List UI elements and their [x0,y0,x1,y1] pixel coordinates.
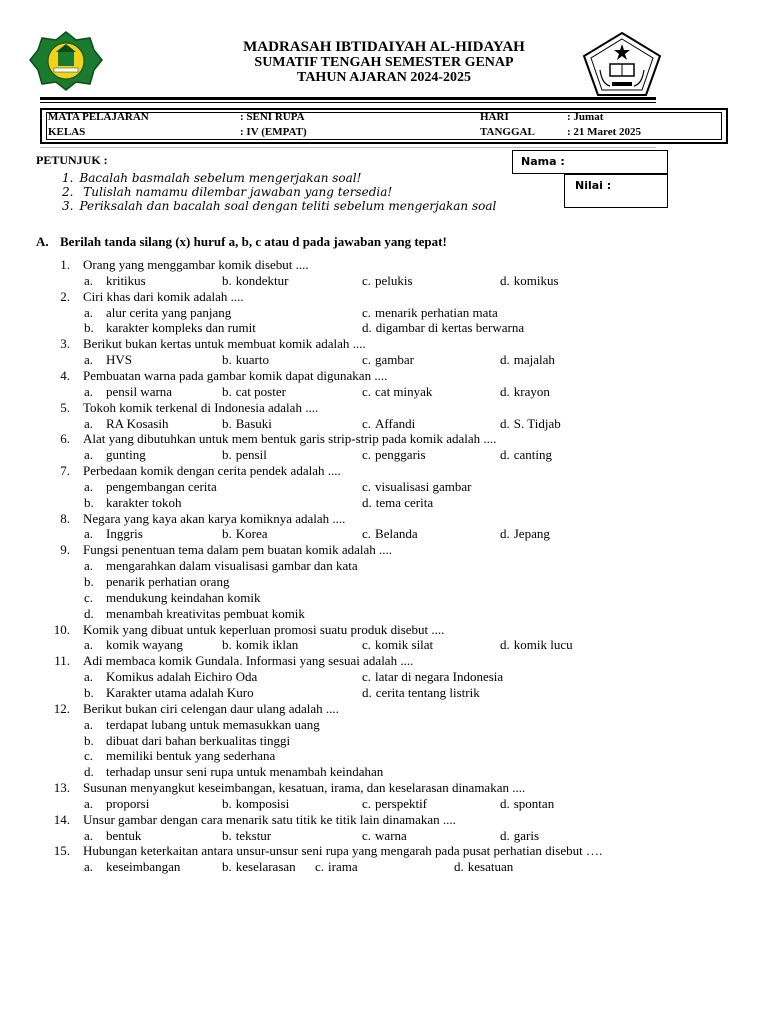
question-number: 5. [60,399,70,415]
option-key: b. [84,320,94,336]
option-text: cat minyak [375,383,433,399]
option-key: a. [84,526,94,542]
answer-option[interactable] [500,797,554,810]
answer-option[interactable] [84,638,183,651]
answer-option[interactable] [84,559,358,572]
answer-option[interactable] [362,480,471,493]
answer-option[interactable] [362,496,433,509]
answer-option[interactable] [362,385,432,398]
option-text: kondektur [235,272,289,288]
instructions-title: PETUNJUK : [36,153,108,167]
answer-option[interactable] [362,274,413,287]
option-text: menambah kreativitas pembuat komik [106,605,305,621]
option-key: d. [84,605,94,621]
question-text: Adi membaca komik Gundala. Informasi yang sesuai adalah .... [83,653,414,669]
option-key: b. [222,526,232,542]
answer-option[interactable] [84,734,290,747]
option-text: warna [375,827,407,843]
option-text: terdapat lubang untuk memasukkan uang [106,716,320,732]
option-text: tema cerita [375,494,434,510]
option-key: a. [84,716,94,732]
option-text: pensil [235,447,267,463]
option-key: a. [84,415,94,431]
option-key: c. [362,795,372,811]
answer-option[interactable] [362,686,480,699]
answer-option[interactable] [84,860,180,873]
name-label: Nama : [521,155,565,168]
option-text: Karakter utama adalah Kuro [106,684,254,700]
answer-option[interactable] [222,448,267,461]
answer-option[interactable] [84,385,172,398]
answer-option[interactable] [84,591,261,604]
academic-year: TAHUN AJARAN 2024-2025 [297,70,471,85]
option-text: komik iklan [235,637,299,653]
option-text: visualisasi gambar [375,478,472,494]
option-text: pelukis [375,272,413,288]
option-key: d. [500,526,510,542]
answer-option[interactable] [222,527,268,540]
option-text: kritikus [106,272,146,288]
option-text: penarik perhatian orang [106,574,230,589]
option-text: Affandi [375,415,416,431]
answer-option[interactable] [362,670,503,683]
option-text: krayon [513,383,550,399]
question-text: Perbedaan komik dengan cerita pendek adalah .... [83,463,341,479]
option-text: mengarahkan dalam visualisasi gambar dan kata [106,558,358,574]
question-text: Berikut bukan kertas untuk membuat komik adalah .... [83,336,366,352]
answer-option[interactable] [222,797,289,810]
score-label: Nilai : [575,179,612,192]
option-text: digambar di kertas berwarna [375,320,525,336]
option-text: irama [328,859,358,875]
option-text: pengembangan cerita [106,478,217,494]
answer-option[interactable] [84,749,275,762]
option-text: memiliki bentuk yang sederhana [106,748,276,764]
option-text: komikus [513,272,559,288]
answer-option[interactable] [222,829,271,842]
option-key: a. [84,827,94,843]
option-text: komik silat [375,637,434,653]
class-value: : IV (EMPAT) [240,126,307,138]
option-text: spontan [513,795,555,811]
option-key: d. [362,494,372,510]
instruction-item: 3. Periksalah dan bacalah soal dengan teliti sebelum mengerjakan soal [62,199,497,213]
answer-option[interactable] [362,638,433,651]
answer-option[interactable] [500,638,573,651]
option-text: cat poster [235,383,286,399]
question-text: Unsur gambar dengan cara menarik satu titik ke titik lain dinamakan .... [83,811,456,827]
answer-option[interactable] [500,353,555,366]
option-key: d. [500,447,510,463]
option-key: c. [84,589,94,605]
class-label: KELAS [48,126,86,138]
answer-option[interactable] [84,417,168,430]
answer-option[interactable] [362,306,498,319]
option-key: c. [84,748,94,764]
answer-option[interactable] [362,448,426,461]
question-number: 13. [53,780,70,796]
option-text: bentuk [106,827,142,843]
option-key: c. [362,383,372,399]
option-key: a. [84,478,94,494]
answer-option[interactable] [84,686,254,699]
option-key: a. [84,447,94,463]
option-key: b. [222,415,232,431]
question-number: 12. [53,700,70,716]
question-text: Tokoh komik terkenal di Indonesia adalah .... [83,399,319,415]
answer-option[interactable] [500,417,561,430]
option-text: penggaris [375,447,426,463]
question-text: Pembuatan warna pada gambar komik dapat digunakan .... [83,367,388,383]
option-key: b. [222,352,232,368]
question-text: Berikut bukan ciri celengan daur ulang adalah .... [83,700,339,716]
option-text: kesatuan [467,859,514,875]
answer-option[interactable] [84,480,217,493]
option-key: b. [222,447,232,463]
option-key: b. [84,732,94,748]
answer-option[interactable] [315,860,358,873]
option-key: c. [362,669,372,685]
option-text: menarik perhatian mata [375,304,498,320]
option-key: c. [315,859,325,875]
answer-option[interactable] [500,385,550,398]
option-text: keselarasan [235,859,296,875]
option-key: b. [222,827,232,843]
option-key: c. [362,415,372,431]
question-number: 6. [60,431,70,447]
header-divider-thin [40,102,656,103]
option-text: gambar [375,352,415,368]
option-text: latar di negara Indonesia [375,669,504,685]
option-text: majalah [513,352,555,368]
answer-option[interactable] [84,718,320,731]
option-text: komik lucu [513,637,573,653]
option-text: alur cerita yang panjang [106,304,232,320]
answer-option[interactable] [362,527,418,540]
question-number: 4. [60,367,70,383]
question-number: 11. [54,653,70,669]
option-key: d. [362,320,372,336]
option-text: RA Kosasih [106,415,169,431]
option-key: a. [84,272,94,288]
option-key: a. [84,383,94,399]
instruction-item: 2. Tulislah namamu dilembar jawaban yang tersedia! [62,185,393,199]
question-text: Susunan menyangkut keseimbangan, kesatuan, irama, dan keselarasan dinamakan .... [83,780,526,796]
answer-option[interactable] [222,638,298,651]
answer-option[interactable] [222,417,272,430]
answer-option[interactable] [454,860,513,873]
answer-option[interactable] [84,670,257,683]
option-text: Basuki [235,415,272,431]
option-text: perspektif [375,795,428,811]
option-key: d. [500,272,510,288]
option-text: komposisi [235,795,290,811]
option-key: a. [84,795,94,811]
question-text: Fungsi penentuan tema dalam pem buatan komik adalah .... [83,542,393,558]
question-number: 9. [60,542,70,558]
answer-option[interactable] [84,575,229,588]
answer-option[interactable] [222,353,269,366]
subject-label: MATA PELAJARAN [48,111,149,123]
answer-option[interactable] [84,527,143,540]
option-key: c. [362,478,372,494]
answer-option[interactable] [362,417,415,430]
option-key: b. [222,859,232,875]
exam-title: SUMATIF TENGAH SEMESTER GENAP [254,55,514,70]
date-label: TANGGAL [480,126,535,138]
option-text: karakter kompleks dan rumit [106,320,256,336]
option-key: b. [222,272,232,288]
answer-option[interactable] [222,385,286,398]
school-name: MADRASAH IBTIDAIYAH AL-HIDAYAH [243,39,525,55]
option-text: Belanda [375,526,418,542]
option-text: dibuat dari bahan berkualitas tinggi [106,732,291,748]
answer-option[interactable] [84,496,181,509]
option-key: b. [84,684,94,700]
option-key: a. [84,669,94,685]
option-key: c. [362,304,372,320]
subject-value: : SENI RUPA [240,111,305,123]
date-value: : 21 Maret 2025 [567,126,642,138]
question-text: Negara yang kaya akan karya komiknya adalah .... [83,510,346,526]
day-label: HARI [480,111,509,123]
question-text: Hubungan keterkaitan antara unsur-unsur seni rupa yang mengarah pada pusat perhatian disebut …. [83,843,603,859]
option-text: keseimbangan [106,859,181,875]
option-text: HVS [106,352,133,368]
option-key: d. [500,352,510,368]
option-text: S. Tidjab [513,415,561,431]
question-number: 10. [53,621,70,637]
option-text: cerita tentang listrik [375,684,480,700]
question-text: Alat yang dibutuhkan untuk mem bentuk garis strip-strip pada komik adalah .... [83,431,497,447]
option-text: pensil warna [106,383,173,399]
option-text: proporsi [106,795,150,811]
option-text: Komikus adalah Eichiro Oda [106,669,258,685]
answer-option[interactable] [222,274,288,287]
option-key: b. [84,574,94,589]
answer-option[interactable] [84,306,231,319]
answer-option[interactable] [362,321,524,334]
option-key: c. [362,526,372,542]
answer-option[interactable] [84,448,146,461]
answer-option[interactable] [500,829,539,842]
section-heading: A. Berilah tanda silang (x) huruf a, b, c atau d pada jawaban yang tepat! [36,234,447,249]
option-key: b. [84,494,94,510]
option-text: kuarto [235,352,269,368]
header-divider [40,97,656,100]
option-key: a. [84,859,94,875]
answer-option[interactable] [84,321,256,334]
option-key: d. [84,764,94,780]
answer-option[interactable] [84,797,149,810]
option-key: d. [362,684,372,700]
option-key: a. [84,352,94,368]
option-key: d. [500,415,510,431]
option-key: a. [84,637,94,653]
option-key: c. [362,272,372,288]
question-text: Ciri khas dari komik adalah .... [83,288,244,304]
option-text: Korea [235,526,268,542]
option-text: karakter tokoh [106,494,182,510]
option-text: mendukung keindahan komik [106,589,261,605]
option-text: Inggris [106,526,143,542]
option-key: c. [362,447,372,463]
option-key: c. [362,352,372,368]
option-key: a. [84,304,94,320]
answer-option[interactable] [84,607,305,620]
answer-option[interactable] [362,353,414,366]
option-text: Jepang [513,526,550,542]
option-key: d. [500,637,510,653]
day-value: : Jumat [567,111,604,123]
answer-option[interactable] [362,797,427,810]
score-field[interactable] [564,174,668,208]
answer-option[interactable] [222,860,296,873]
option-text: terhadap unsur seni rupa untuk menambah keindahan [106,764,384,780]
question-text: Komik yang dibuat untuk keperluan promosi suatu produk disebut .... [83,621,445,637]
option-key: c. [362,827,372,843]
question-number: 7. [60,463,70,479]
option-key: b. [222,795,232,811]
question-number: 3. [60,336,70,352]
option-key: c. [362,637,372,653]
option-text: canting [513,447,553,463]
name-field[interactable] [512,150,668,174]
option-key: d. [500,383,510,399]
option-key: b. [222,637,232,653]
option-text: gunting [106,447,146,463]
info-divider [40,147,656,148]
answer-option[interactable] [84,765,383,778]
option-key: d. [454,859,464,875]
question-number: 1. [60,257,70,272]
option-text: komik wayang [106,637,183,653]
option-text: tekstur [235,827,272,843]
answer-option[interactable] [84,274,146,287]
option-key: b. [222,383,232,399]
option-key: a. [84,558,94,574]
answer-option[interactable] [500,448,552,461]
option-key: d. [500,795,510,811]
option-text: garis [513,827,540,843]
answer-option[interactable] [500,527,550,540]
question-number: 15. [53,843,70,859]
answer-option[interactable] [84,829,141,842]
question-number: 8. [60,510,70,526]
question-number: 2. [60,288,70,304]
answer-option[interactable] [84,353,132,366]
question-text: Orang yang menggambar komik disebut .... [83,257,309,272]
question-number: 14. [53,811,70,827]
option-key: d. [500,827,510,843]
answer-option[interactable] [500,274,559,287]
instruction-item: 1. Bacalah basmalah sebelum mengerjakan soal! [62,171,362,185]
answer-option[interactable] [362,829,407,842]
